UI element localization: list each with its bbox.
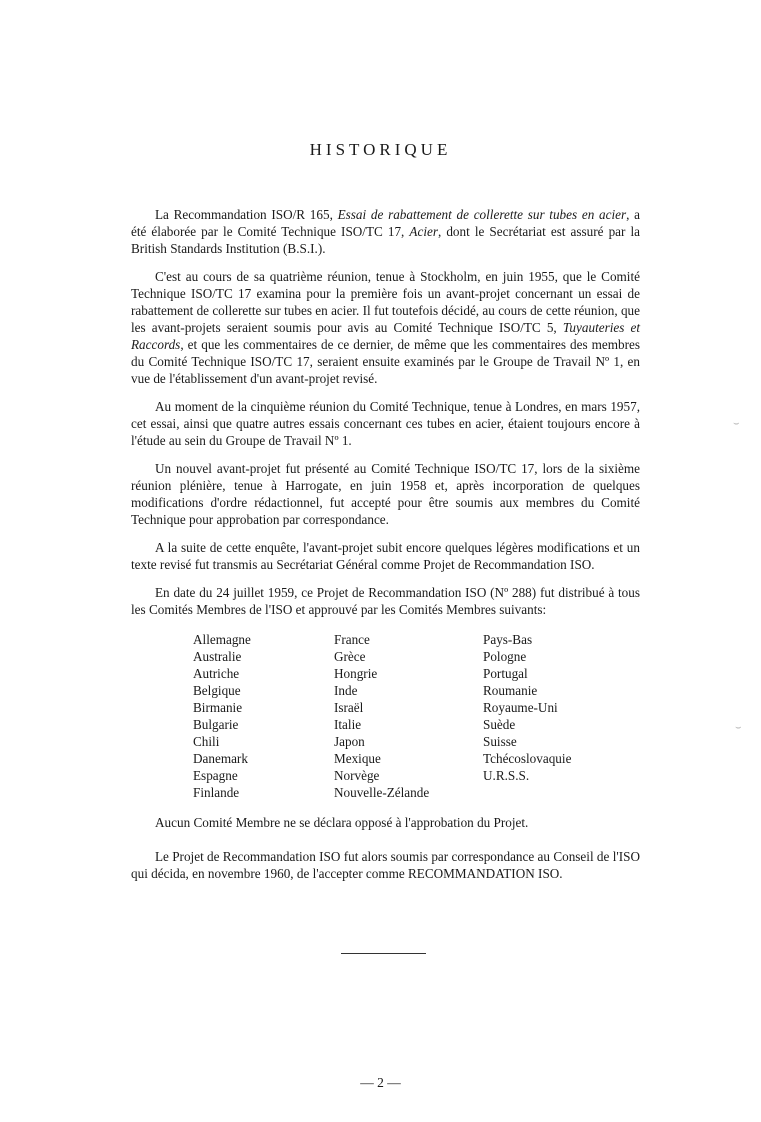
member-country: Tchécoslovaquie bbox=[483, 751, 572, 766]
member-country: U.R.S.S. bbox=[483, 768, 530, 783]
member-column-3 bbox=[483, 631, 643, 801]
member-country: Autriche bbox=[193, 666, 240, 681]
para1-italic-acier: Acier bbox=[409, 224, 438, 239]
member-country: Danemark bbox=[193, 751, 248, 766]
paragraph-7: Aucun Comité Membre ne se déclara opposé à l'approbation du Projet. bbox=[155, 815, 529, 830]
member-country: Inde bbox=[334, 683, 358, 698]
member-country: Australie bbox=[193, 649, 242, 664]
para2-text-1: C'est au cours de sa quatrième réunion, tenue à Stockholm, en juin 1955, que le Comité Technique ISO/TC 17 examina pour la première fois un avant-projet concernant un essai de rabattement de collerette sur tubes en acier. Il fut toutefois décidé, au cours de cette réunion, que les avant-projets seraient soumis pour avis au Comité Technique ISO/TC 5, bbox=[131, 269, 640, 335]
member-country: Suisse bbox=[483, 734, 517, 749]
member-country: Norvège bbox=[334, 768, 380, 783]
para1-text-2: , a été élaborée par le Comité Technique ISO/TC 17, bbox=[131, 207, 640, 239]
member-country: Espagne bbox=[193, 768, 238, 783]
member-country: Allemagne bbox=[193, 632, 251, 647]
member-country: France bbox=[334, 632, 370, 647]
scan-mark: ⌣ bbox=[733, 418, 740, 429]
member-country: Belgique bbox=[193, 683, 241, 698]
member-country: Mexique bbox=[334, 751, 381, 766]
member-country: Japon bbox=[334, 734, 365, 749]
paragraph-1 bbox=[131, 206, 640, 257]
member-country: Italie bbox=[334, 717, 362, 732]
paragraph-8: Le Projet de Recommandation ISO fut alors soumis par correspondance au Conseil de l'ISO qui décida, en novembre 1960, de l'accepter comme RECOMMANDATION ISO. bbox=[131, 849, 640, 881]
member-country: Bulgarie bbox=[193, 717, 239, 732]
paragraph-5: A la suite de cette enquête, l'avant-projet subit encore quelques légères modifications et un texte revisé fut transmis au Secrétariat Général comme Projet de Recommandation ISO. bbox=[131, 540, 640, 572]
member-country: Pays-Bas bbox=[483, 632, 533, 647]
member-country: Grèce bbox=[334, 649, 366, 664]
member-list bbox=[193, 631, 640, 801]
body-text bbox=[131, 206, 640, 893]
member-country: Portugal bbox=[483, 666, 528, 681]
member-country: Nouvelle-Zélande bbox=[334, 785, 430, 800]
para1-text-1: La Recommandation ISO/R 165, bbox=[155, 207, 338, 222]
member-country: Birmanie bbox=[193, 700, 243, 715]
member-country: Royaume-Uni bbox=[483, 700, 558, 715]
paragraph-2 bbox=[131, 268, 640, 387]
member-country: Finlande bbox=[193, 785, 240, 800]
member-country: Pologne bbox=[483, 649, 527, 664]
member-column-1 bbox=[193, 631, 334, 801]
scan-mark: ⌣ bbox=[735, 722, 742, 733]
paragraph-4: Un nouvel avant-projet fut présenté au Comité Technique ISO/TC 17, lors de la sixième réunion plénière, tenue à Harrogate, en juin 1958 et, après incorporation de quelques modifications d'ordre rédactionnel, fut accepté pour être soumis aux membres du Comité Technique pour approbation par correspondance. bbox=[131, 461, 640, 527]
member-country: Roumanie bbox=[483, 683, 538, 698]
paragraph-6: En date du 24 juillet 1959, ce Projet de Recommandation ISO (Nº 288) fut distribué à tous les Comités Membres de l'ISO et approuvé par les Comités Membres suivants: bbox=[131, 585, 640, 617]
para2-text-2: , et que les commentaires de ce dernier, de même que les commentaires des membres du Comité Technique ISO/TC 17, seraient ensuite examinés par le Groupe de Travail Nº 1, en vue de l'établissement d'un avant-projet revisé. bbox=[131, 337, 640, 386]
member-country: Hongrie bbox=[334, 666, 378, 681]
member-country: Suède bbox=[483, 717, 516, 732]
paragraph-3: Au moment de la cinquième réunion du Comité Technique, tenue à Londres, en mars 1957, cet essai, ainsi que quatre autres essais concernant ces tubes en acier, étaient toujours encore à l'étude au sein du Groupe de Travail Nº 1. bbox=[131, 399, 640, 448]
member-country: Israël bbox=[334, 700, 364, 715]
page-number: — 2 — bbox=[360, 1075, 401, 1090]
para2-italic: Tuyauteries et Raccords bbox=[131, 320, 640, 352]
page-title: HISTORIQUE bbox=[309, 140, 452, 159]
para1-text-3: , dont le Secrétariat est assuré par la British Standards Institution (B.S.I.). bbox=[131, 224, 640, 256]
closing-rule bbox=[341, 953, 426, 954]
member-column-2 bbox=[334, 631, 483, 801]
para1-italic-title: Essai de rabattement de collerette sur tubes en acier bbox=[337, 207, 627, 222]
member-country: Chili bbox=[193, 734, 220, 749]
